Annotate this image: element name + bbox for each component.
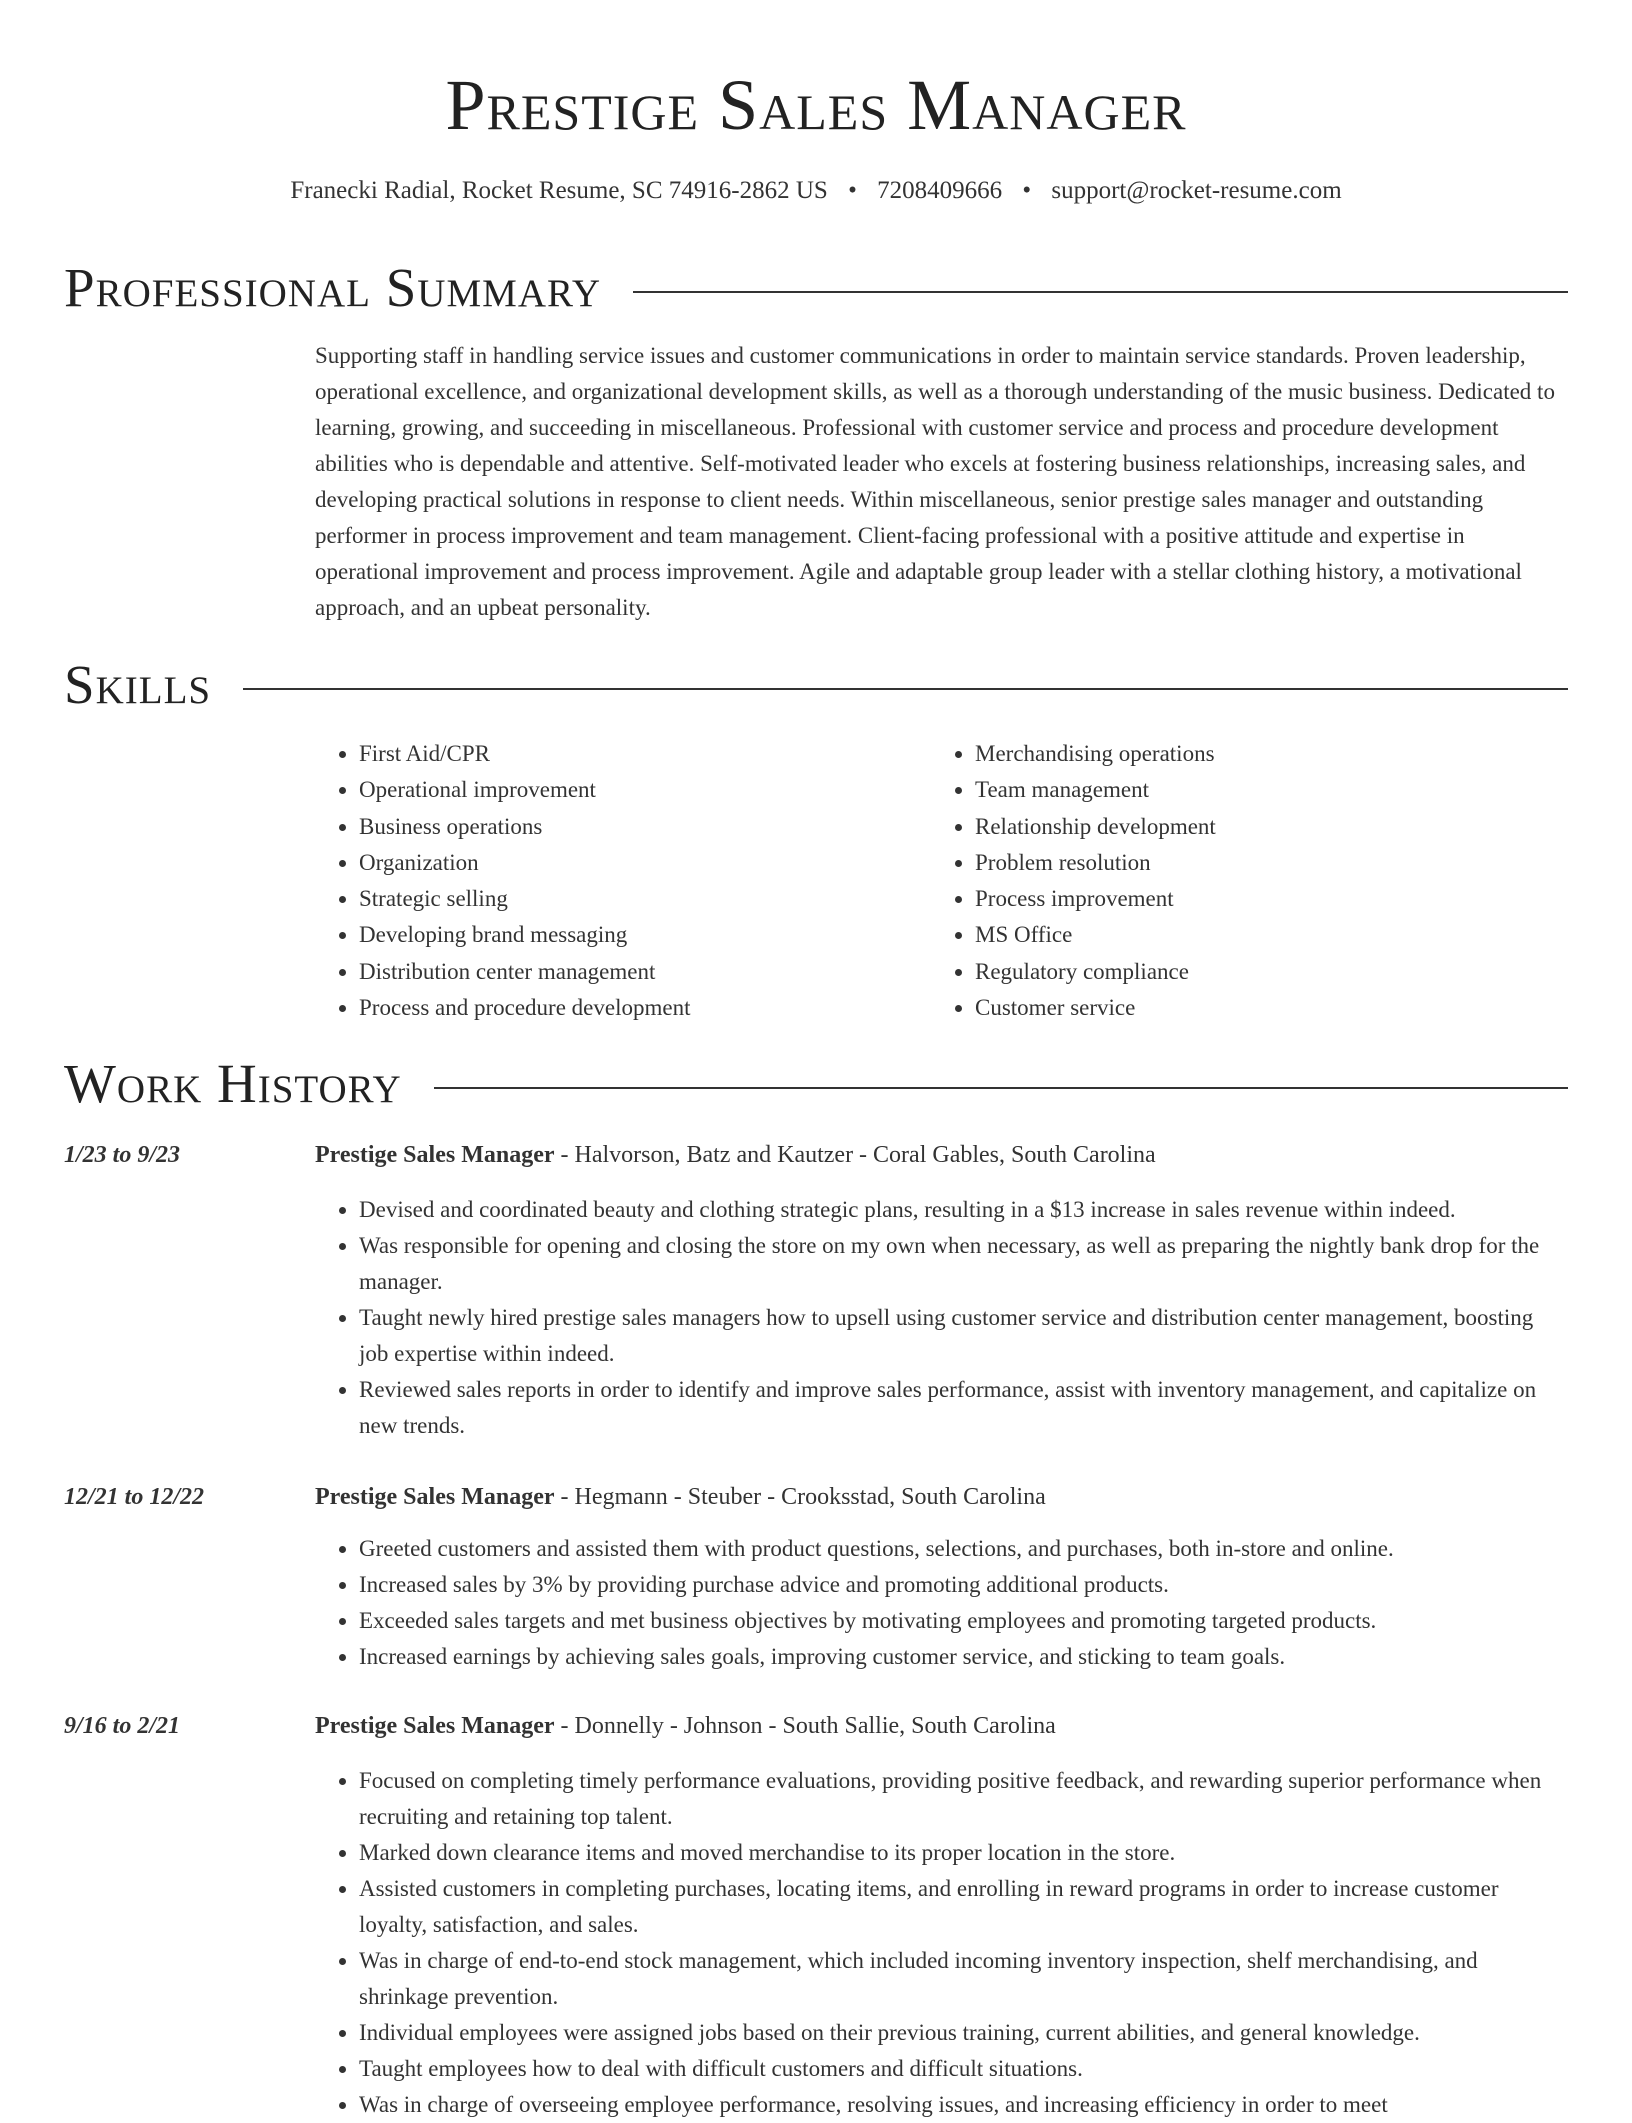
section-divider <box>633 291 1568 293</box>
job-title: Prestige Sales Manager <box>315 1484 555 1510</box>
skill-item: • Relationship development <box>975 809 1216 845</box>
job-bullet: • Devised and coordinated beauty and clothing strategic plans, resulting in a $13 increase in sales revenue within indeed. <box>359 1192 1568 1228</box>
contact-phone: 7208409666 <box>877 177 1003 204</box>
job-bullet: • Marked down clearance items and moved merchandise to its proper location in the store. <box>359 1835 1568 1871</box>
job-heading <box>315 1481 1046 1513</box>
skill-item: • First Aid/CPR <box>359 736 690 772</box>
skill-item: • Process improvement <box>975 881 1216 917</box>
job-bullet: • Taught newly hired prestige sales managers how to upsell using customer service and distribution center management, boosting job expertise within indeed. <box>359 1300 1568 1372</box>
skill-item: • Regulatory compliance <box>975 954 1216 990</box>
job-bullet: • Was responsible for opening and closing the store on my own when necessary, as well as preparing the nightly bank drop for the manager. <box>359 1228 1568 1300</box>
contact-separator: • <box>848 177 857 204</box>
job-dates: 9/16 to 2/21 <box>64 1713 181 1739</box>
section-divider <box>434 1087 1568 1089</box>
job-bullet: • Assisted customers in completing purchases, locating items, and enrolling in reward programs in order to increase customer loyalty, satisfaction, and sales. <box>359 1871 1568 1943</box>
summary-section-header <box>64 258 1568 318</box>
job-bullet: • Focused on completing timely performance evaluations, providing positive feedback, and rewarding superior performance when recruiting and retaining top talent. <box>359 1763 1568 1835</box>
contact-address: Franecki Radial, Rocket Resume, SC 74916-2862 US <box>290 177 828 204</box>
skills-section-title: Skills <box>64 654 212 715</box>
skill-item: • Problem resolution <box>975 845 1216 881</box>
skill-item: • Team management <box>975 772 1216 808</box>
job-bullet: • Greeted customers and assisted them with product questions, selections, and purchases, both in-store and online. <box>359 1531 1568 1567</box>
skill-item: • Business operations <box>359 809 690 845</box>
contact-line <box>0 176 1632 206</box>
job-dates: 1/23 to 9/23 <box>64 1142 181 1168</box>
job-bullet: • Was in charge of end-to-end stock management, which included incoming inventory inspection, shelf merchandising, and shrinkage prevention. <box>359 1943 1568 2015</box>
job-bullet: • Taught employees how to deal with difficult customers and difficult situations. <box>359 2051 1568 2087</box>
skills-section-header <box>64 655 1568 715</box>
job-bullet: • Individual employees were assigned jobs based on their previous training, current abilities, and general knowledge. <box>359 2015 1568 2051</box>
skills-list-left <box>315 736 690 1026</box>
skill-item: • Process and procedure development <box>359 990 690 1026</box>
job-bullet-list <box>315 1763 1568 2123</box>
skill-item: • Strategic selling <box>359 881 690 917</box>
work-section-title: Work History <box>64 1053 402 1114</box>
job-bullet: • Increased earnings by achieving sales goals, improving customer service, and sticking to team goals. <box>359 1639 1568 1675</box>
job-heading <box>315 1710 1056 1742</box>
skill-item: • Developing brand messaging <box>359 917 690 953</box>
section-divider <box>243 688 1568 690</box>
job-title: Prestige Sales Manager <box>315 1142 555 1168</box>
skill-item: • MS Office <box>975 917 1216 953</box>
job-bullet-list <box>315 1192 1568 1444</box>
job-dates: 12/21 to 12/22 <box>64 1484 205 1510</box>
resume-name: Prestige Sales Manager <box>445 65 1187 145</box>
job-bullet: • Reviewed sales reports in order to identify and improve sales performance, assist with inventory management, and capitalize on new trends. <box>359 1372 1568 1444</box>
job-employer: - Hegmann - Steuber - Crooksstad, South Carolina <box>554 1484 1046 1510</box>
skill-item: • Operational improvement <box>359 772 690 808</box>
skill-item: • Distribution center management <box>359 954 690 990</box>
job-bullet: • Was in charge of overseeing employee performance, resolving issues, and increasing efficiency in order to meet <box>359 2087 1568 2123</box>
job-bullet: • Exceeded sales targets and met business objectives by motivating employees and promoting targeted products. <box>359 1603 1568 1639</box>
job-title: Prestige Sales Manager <box>315 1713 555 1739</box>
skill-item: • Merchandising operations <box>975 736 1216 772</box>
work-section-header <box>64 1054 1568 1114</box>
contact-separator: • <box>1022 177 1032 204</box>
summary-text: Supporting staff in handling service issues and customer communications in order to maintain service standards. Proven leadership, operational excellence, and organizational development skills, as well as a thorough understanding of the music business. Dedicated to learning, growing, and succeeding in miscellaneous. Professional with customer service and process and procedure development abilities who is dependable and attentive. Self-motivated leader who excels at fostering business relationships, increasing sales, and developing practical solutions in response to client needs. Within miscellaneous, senior prestige sales manager and outstanding performer in process improvement and team management. Client-facing professional with a positive attitude and expertise in operational improvement and process improvement. Agile and adaptable group leader with a stellar clothing history, a motivational approach, and an upbeat personality. <box>315 343 1555 620</box>
skill-item: • Organization <box>359 845 690 881</box>
job-bullet: • Increased sales by 3% by providing purchase advice and promoting additional products. <box>359 1567 1568 1603</box>
job-heading <box>315 1139 1156 1171</box>
job-employer: - Halvorson, Batz and Kautzer - Coral Gables, South Carolina <box>554 1142 1156 1168</box>
job-bullet-list <box>315 1531 1568 1675</box>
skill-item: • Customer service <box>975 990 1216 1026</box>
skills-list-right <box>931 736 1216 1026</box>
contact-email: support@rocket-resume.com <box>1051 177 1342 204</box>
summary-section-title: Professional Summary <box>64 257 602 318</box>
job-employer: - Donnelly - Johnson - South Sallie, South Carolina <box>554 1713 1056 1739</box>
